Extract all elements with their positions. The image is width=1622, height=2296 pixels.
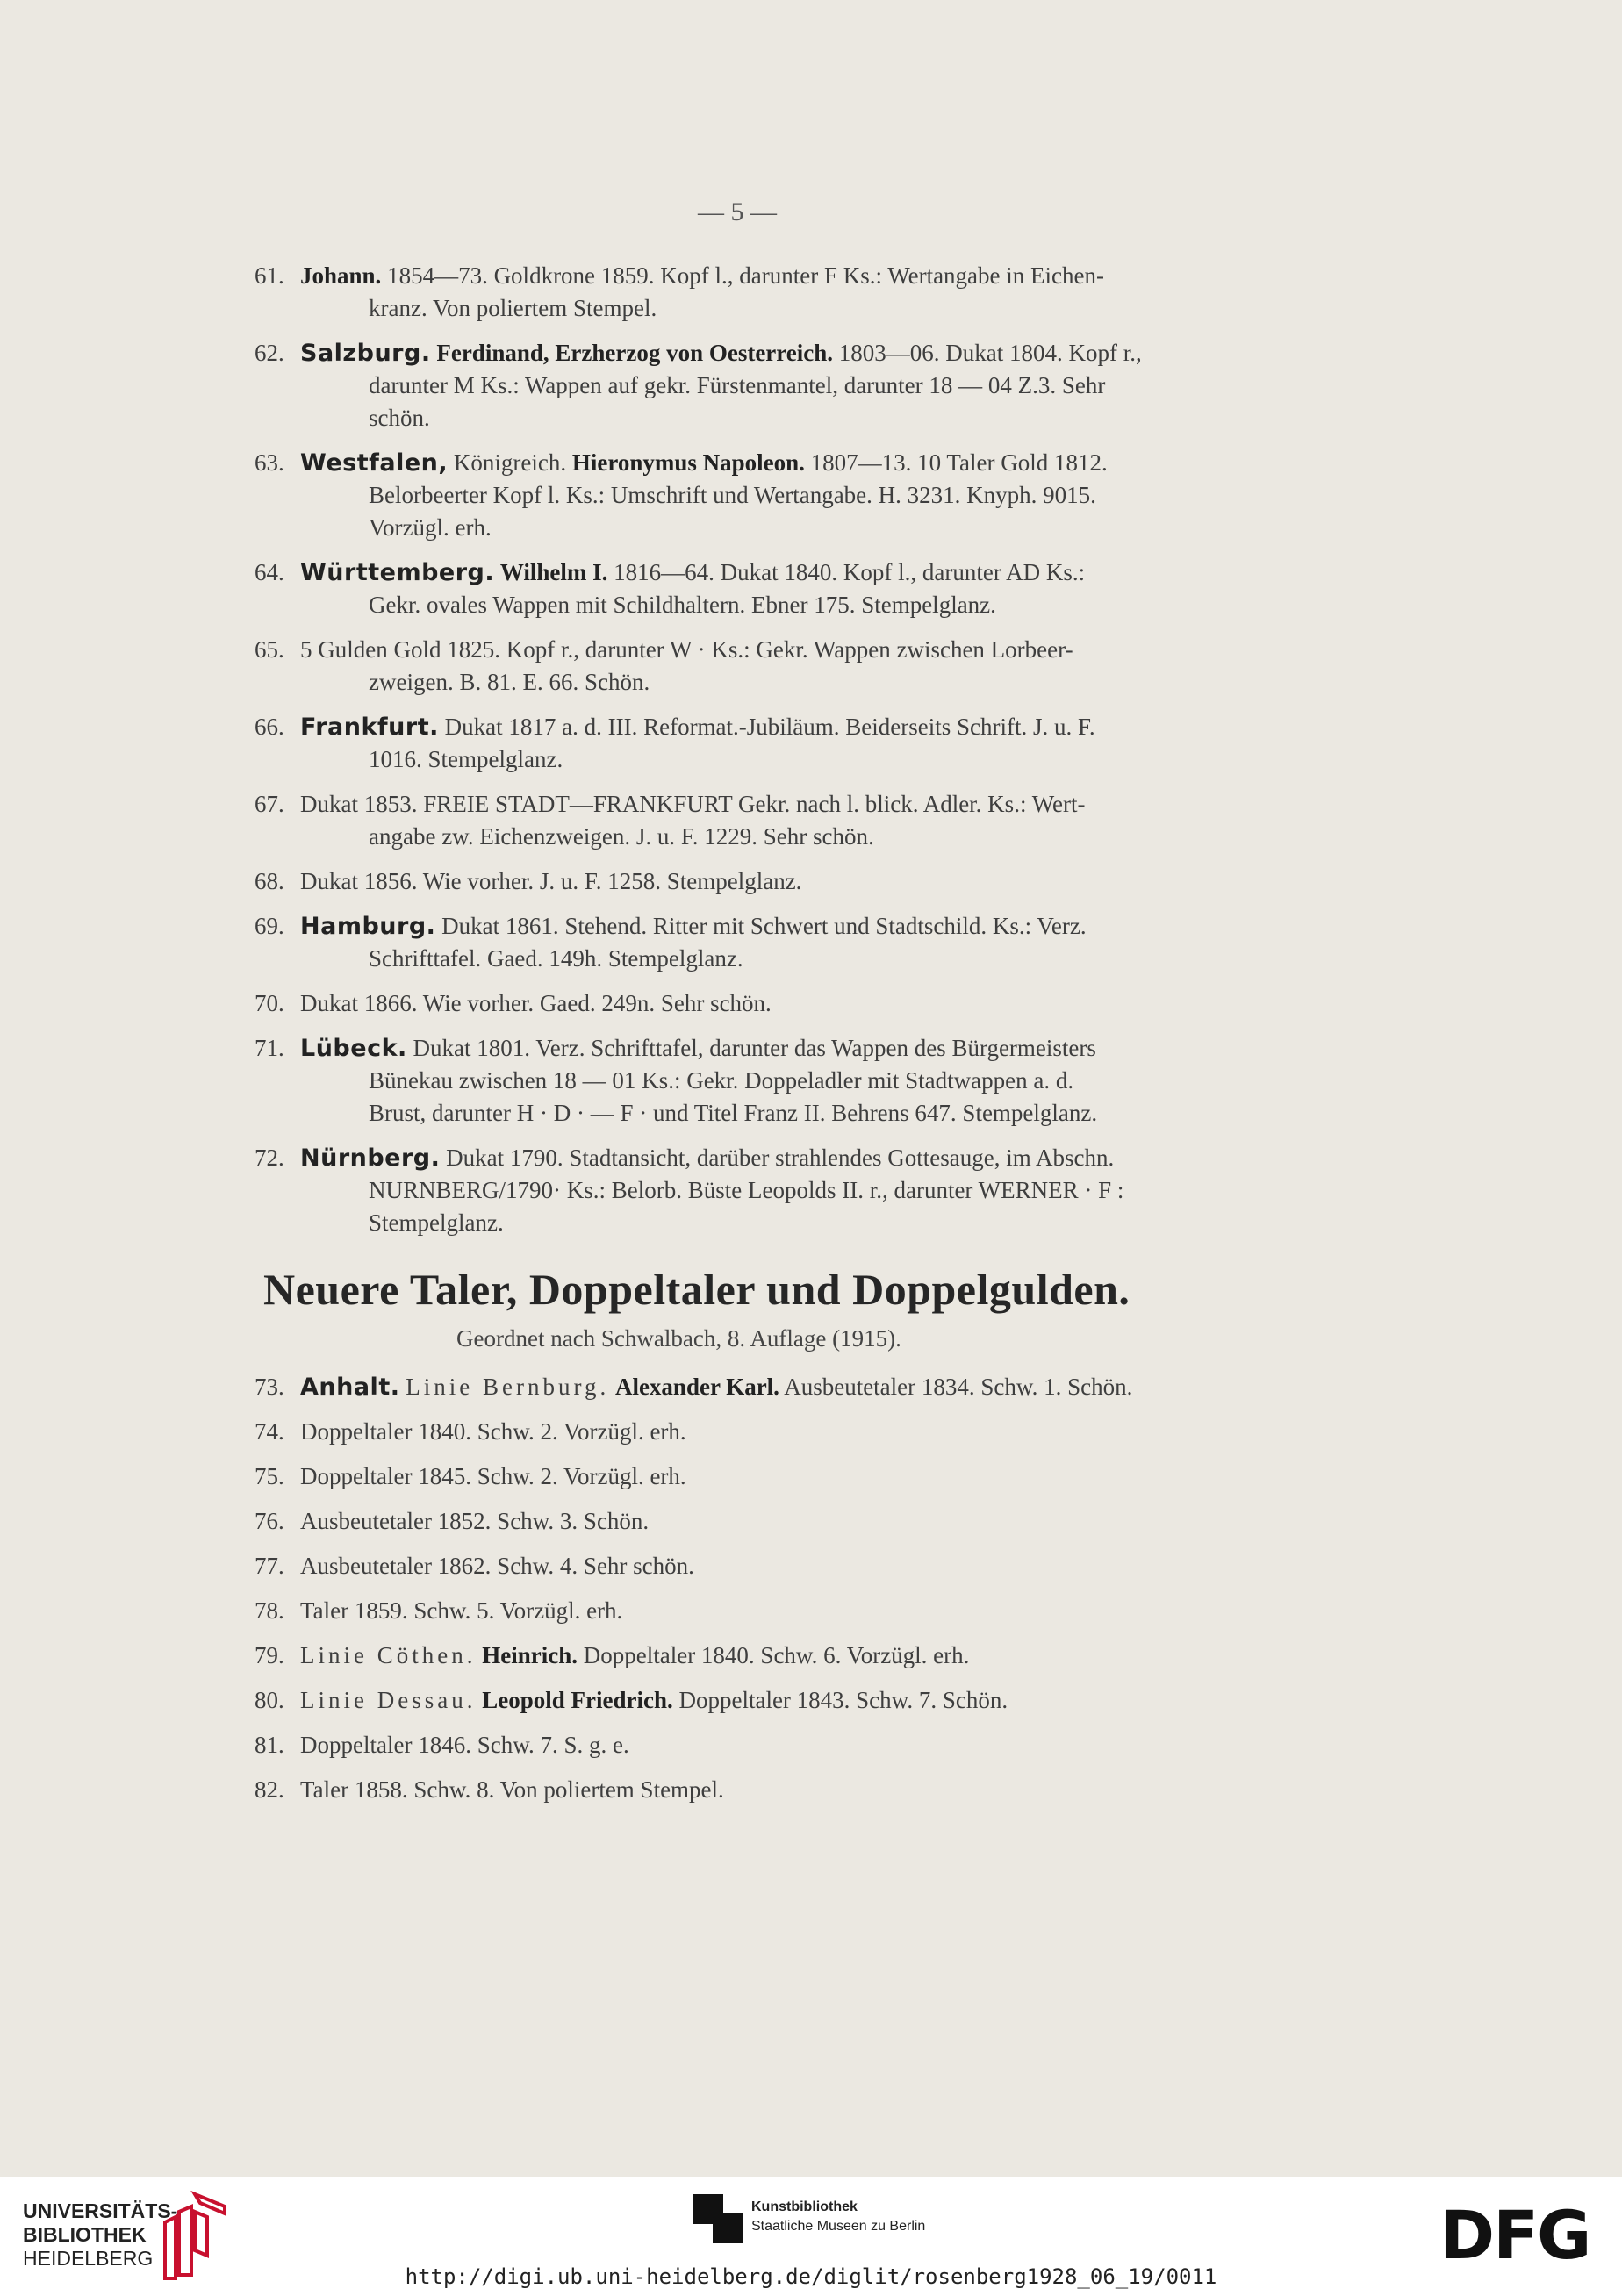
lot-number: 73. [255,1374,284,1400]
lot-description: 1807—13. 10 Taler Gold 1812. [810,449,1108,476]
lot-number: 64. [255,559,284,585]
kunstbibliothek-logo-icon [693,2194,743,2243]
ub-line-1: UNIVERSITÄTS- [23,2199,178,2222]
lot-description-continued: Vorzügl. erh. [369,514,492,541]
lot-entry [255,910,1264,975]
lot-number: 74. [255,1418,284,1445]
lot-number: 77. [255,1553,284,1579]
lot-description-continued: 1016. Stempelglanz. [369,746,563,772]
kb-line-1: Kunstbibliothek [751,2199,858,2214]
dfg-logo: DFG [1439,2196,1590,2274]
lot-description-continued: Gekr. ovales Wappen mit Schildhaltern. Ebner 175. Stempelglanz. [369,592,996,618]
lot-description-continued: angabe zw. Eichenzweigen. J. u. F. 1229. Sehr schön. [369,823,874,850]
lot-number: 70. [255,990,284,1016]
lot-description: 5 Gulden Gold 1825. Kopf r., darunter W · Ks.: Gekr. Wappen zwischen Lorbeer- [300,636,1073,663]
lot-entry [255,1371,1264,1403]
lot-entry [255,1595,1264,1627]
lot-description: Dukat 1866. Wie vorher. Gaed. 249n. Sehr schön. [300,990,772,1016]
lot-number: 71. [255,1035,284,1061]
lot-description: Ausbeutetaler 1852. Schw. 3. Schön. [300,1508,650,1534]
lot-entry [255,1729,1264,1761]
lot-description: 1816—64. Dukat 1840. Kopf l., darunter AD Ks.: [614,559,1086,585]
lot-description-continued: zweigen. B. 81. E. 66. Schön. [369,669,650,695]
lot-first-line [255,447,1264,479]
lot-list-gold-coins [255,260,1264,1252]
lot-entry [255,987,1264,1020]
kunstbibliothek-wordmark [751,2198,925,2236]
lot-description: 1854—73. Goldkrone 1859. Kopf l., darunter F Ks.: Wertangabe in Eichen- [387,262,1104,289]
lot-description: Doppeltaler 1840. Schw. 2. Vorzügl. erh. [300,1418,686,1445]
lot-entry [255,447,1264,544]
lot-description: Doppeltaler 1840. Schw. 6. Vorzügl. erh. [583,1642,970,1668]
page-number: — 5 — [698,197,777,226]
lot-first-line [255,788,1264,821]
lot-entry [255,711,1264,776]
lot-entry [255,1550,1264,1582]
section-title: Neuere Taler, Doppeltaler und Doppelgulden. [263,1265,1130,1314]
lot-first-line [255,634,1264,666]
lot-description-continued: NURNBERG/1790· Ks.: Belorb. Büste Leopolds II. r., darunter WERNER · F : [369,1177,1124,1203]
lot-place: Westfalen, [300,449,449,477]
lot-qualifier: Linie Bernburg. [406,1374,610,1400]
lot-first-line [255,1371,1264,1403]
lot-entry [255,1416,1264,1448]
lot-description: Doppeltaler 1846. Schw. 7. S. g. e. [300,1732,629,1758]
lot-first-line [255,865,1264,898]
lot-description: Dukat 1856. Wie vorher. J. u. F. 1258. Stempelglanz. [300,868,802,894]
lot-description: Taler 1858. Schw. 8. Von poliertem Stempel. [300,1776,724,1803]
lot-first-line [255,1774,1264,1806]
lot-number: 67. [255,791,284,817]
lot-first-line [255,711,1264,743]
lot-place: Salzburg. [300,340,431,367]
lot-first-line [255,910,1264,943]
lot-number: 65. [255,636,284,663]
lot-description-continued: kranz. Von poliertem Stempel. [369,295,657,321]
lot-entry [255,1142,1264,1239]
lot-description: Dukat 1801. Verz. Schrifttafel, darunter das Wappen des Bürgermeisters [413,1035,1096,1061]
kb-line-2: Staatliche Museen zu Berlin [751,2219,926,2234]
lot-description: 1803—06. Dukat 1804. Kopf r., [838,340,1142,366]
lot-first-line [255,1142,1264,1174]
lot-entry [255,788,1264,853]
lot-description-continued: schön. [369,405,430,431]
lot-place: Nürnberg. [300,1144,441,1172]
lot-number: 62. [255,340,284,366]
lot-ruler: Hieronymus Napoleon. [571,449,805,476]
lot-ruler: Alexander Karl. [614,1374,779,1400]
lot-first-line [255,987,1264,1020]
lot-qualifier: Linie Dessau. [300,1687,477,1713]
lot-number: 81. [255,1732,284,1758]
ub-line-3: HEIDELBERG [23,2247,154,2270]
lot-number: 79. [255,1642,284,1668]
lot-qualifier: Linie Cöthen. [300,1642,477,1668]
lot-place: Frankfurt. [300,714,439,741]
lot-description: Dukat 1853. FREIE STADT—FRANKFURT Gekr. nach l. blick. Adler. Ks.: Wert- [300,791,1086,817]
lot-first-line [255,1505,1264,1538]
lot-number: 63. [255,449,284,476]
lot-number: 68. [255,868,284,894]
lot-list-taler [255,1371,1264,1819]
lot-entry [255,260,1264,325]
lot-description: Ausbeutetaler 1862. Schw. 4. Sehr schön. [300,1553,694,1579]
lot-first-line [255,1684,1264,1717]
ub-line-2: BIBLIOTHEK [23,2223,147,2246]
lot-ruler: Wilhelm I. [499,559,608,585]
lot-description-continued: Stempelglanz. [369,1209,504,1236]
lot-number: 61. [255,262,284,289]
lot-first-line [255,1639,1264,1672]
ub-heidelberg-wordmark [23,2199,177,2271]
lot-ruler: Ferdinand, Erzherzog von Oesterreich. [436,340,834,366]
lot-number: 78. [255,1597,284,1624]
lot-entry [255,1032,1264,1130]
lot-description: Dukat 1790. Stadtansicht, darüber strahlendes Gottesauge, im Abschn. [446,1144,1115,1171]
lot-number: 76. [255,1508,284,1534]
lot-number: 82. [255,1776,284,1803]
permalink-url[interactable]: http://digi.ub.uni-heidelberg.de/diglit/rosenberg1928_06_19/0011 [405,2264,1217,2289]
lot-number: 75. [255,1463,284,1489]
lot-description: Doppeltaler 1845. Schw. 2. Vorzügl. erh. [300,1463,686,1489]
lot-first-line [255,1416,1264,1448]
lot-first-line [255,1729,1264,1761]
lot-description: Ausbeutetaler 1834. Schw. 1. Schön. [784,1374,1133,1400]
lot-entry [255,337,1264,434]
lot-description-continued: Bünekau zwischen 18 — 01 Ks.: Gekr. Doppeladler mit Stadtwappen a. d. [369,1067,1074,1094]
lot-place: Württemberg. [300,559,495,586]
lot-description: Dukat 1817 a. d. III. Reformat.-Jubiläum. Beiderseits Schrift. J. u. F. [444,714,1095,740]
lot-place: Anhalt. [300,1374,400,1401]
lot-first-line [255,1595,1264,1627]
lot-ruler: Heinrich. [482,1642,578,1668]
lot-entry [255,1774,1264,1806]
lot-first-line [255,1460,1264,1493]
lot-number: 72. [255,1144,284,1171]
lot-entry [255,556,1264,621]
lot-description: Dukat 1861. Stehend. Ritter mit Schwert und Stadtschild. Ks.: Verz. [441,913,1087,939]
lot-entry [255,865,1264,898]
section-subtitle: Geordnet nach Schwalbach, 8. Auflage (1915). [456,1325,901,1352]
lot-first-line [255,260,1264,292]
lot-entry [255,634,1264,699]
lot-description: Taler 1859. Schw. 5. Vorzügl. erh. [300,1597,623,1624]
lot-first-line [255,556,1264,589]
lot-first-line [255,337,1264,370]
lot-first-line [255,1032,1264,1065]
lot-entry [255,1460,1264,1493]
lot-description: Doppeltaler 1843. Schw. 7. Schön. [678,1687,1008,1713]
lot-description-continued: Schrifttafel. Gaed. 149h. Stempelglanz. [369,945,743,972]
lot-number: 80. [255,1687,284,1713]
lot-description-continued: Belorbeerter Kopf l. Ks.: Umschrift und Wertangabe. H. 3231. Knyph. 9015. [369,482,1096,508]
lot-entry [255,1684,1264,1717]
lot-place: Lübeck. [300,1035,407,1062]
lot-place: Hamburg. [300,913,436,940]
lot-first-line [255,1550,1264,1582]
lot-description-continued: Brust, darunter H · D · — F · und Titel Franz II. Behrens 647. Stempelglanz. [369,1100,1098,1126]
lot-description-continued: darunter M Ks.: Wappen auf gekr. Fürstenmantel, darunter 18 — 04 Z.3. Sehr [369,372,1106,398]
lot-entry [255,1505,1264,1538]
lot-place: Johann. [300,262,382,289]
lot-ruler: Leopold Friedrich. [482,1687,673,1713]
lot-number: 66. [255,714,284,740]
lot-entry [255,1639,1264,1672]
lot-number: 69. [255,913,284,939]
lot-qualifier: Königreich. [453,449,567,476]
